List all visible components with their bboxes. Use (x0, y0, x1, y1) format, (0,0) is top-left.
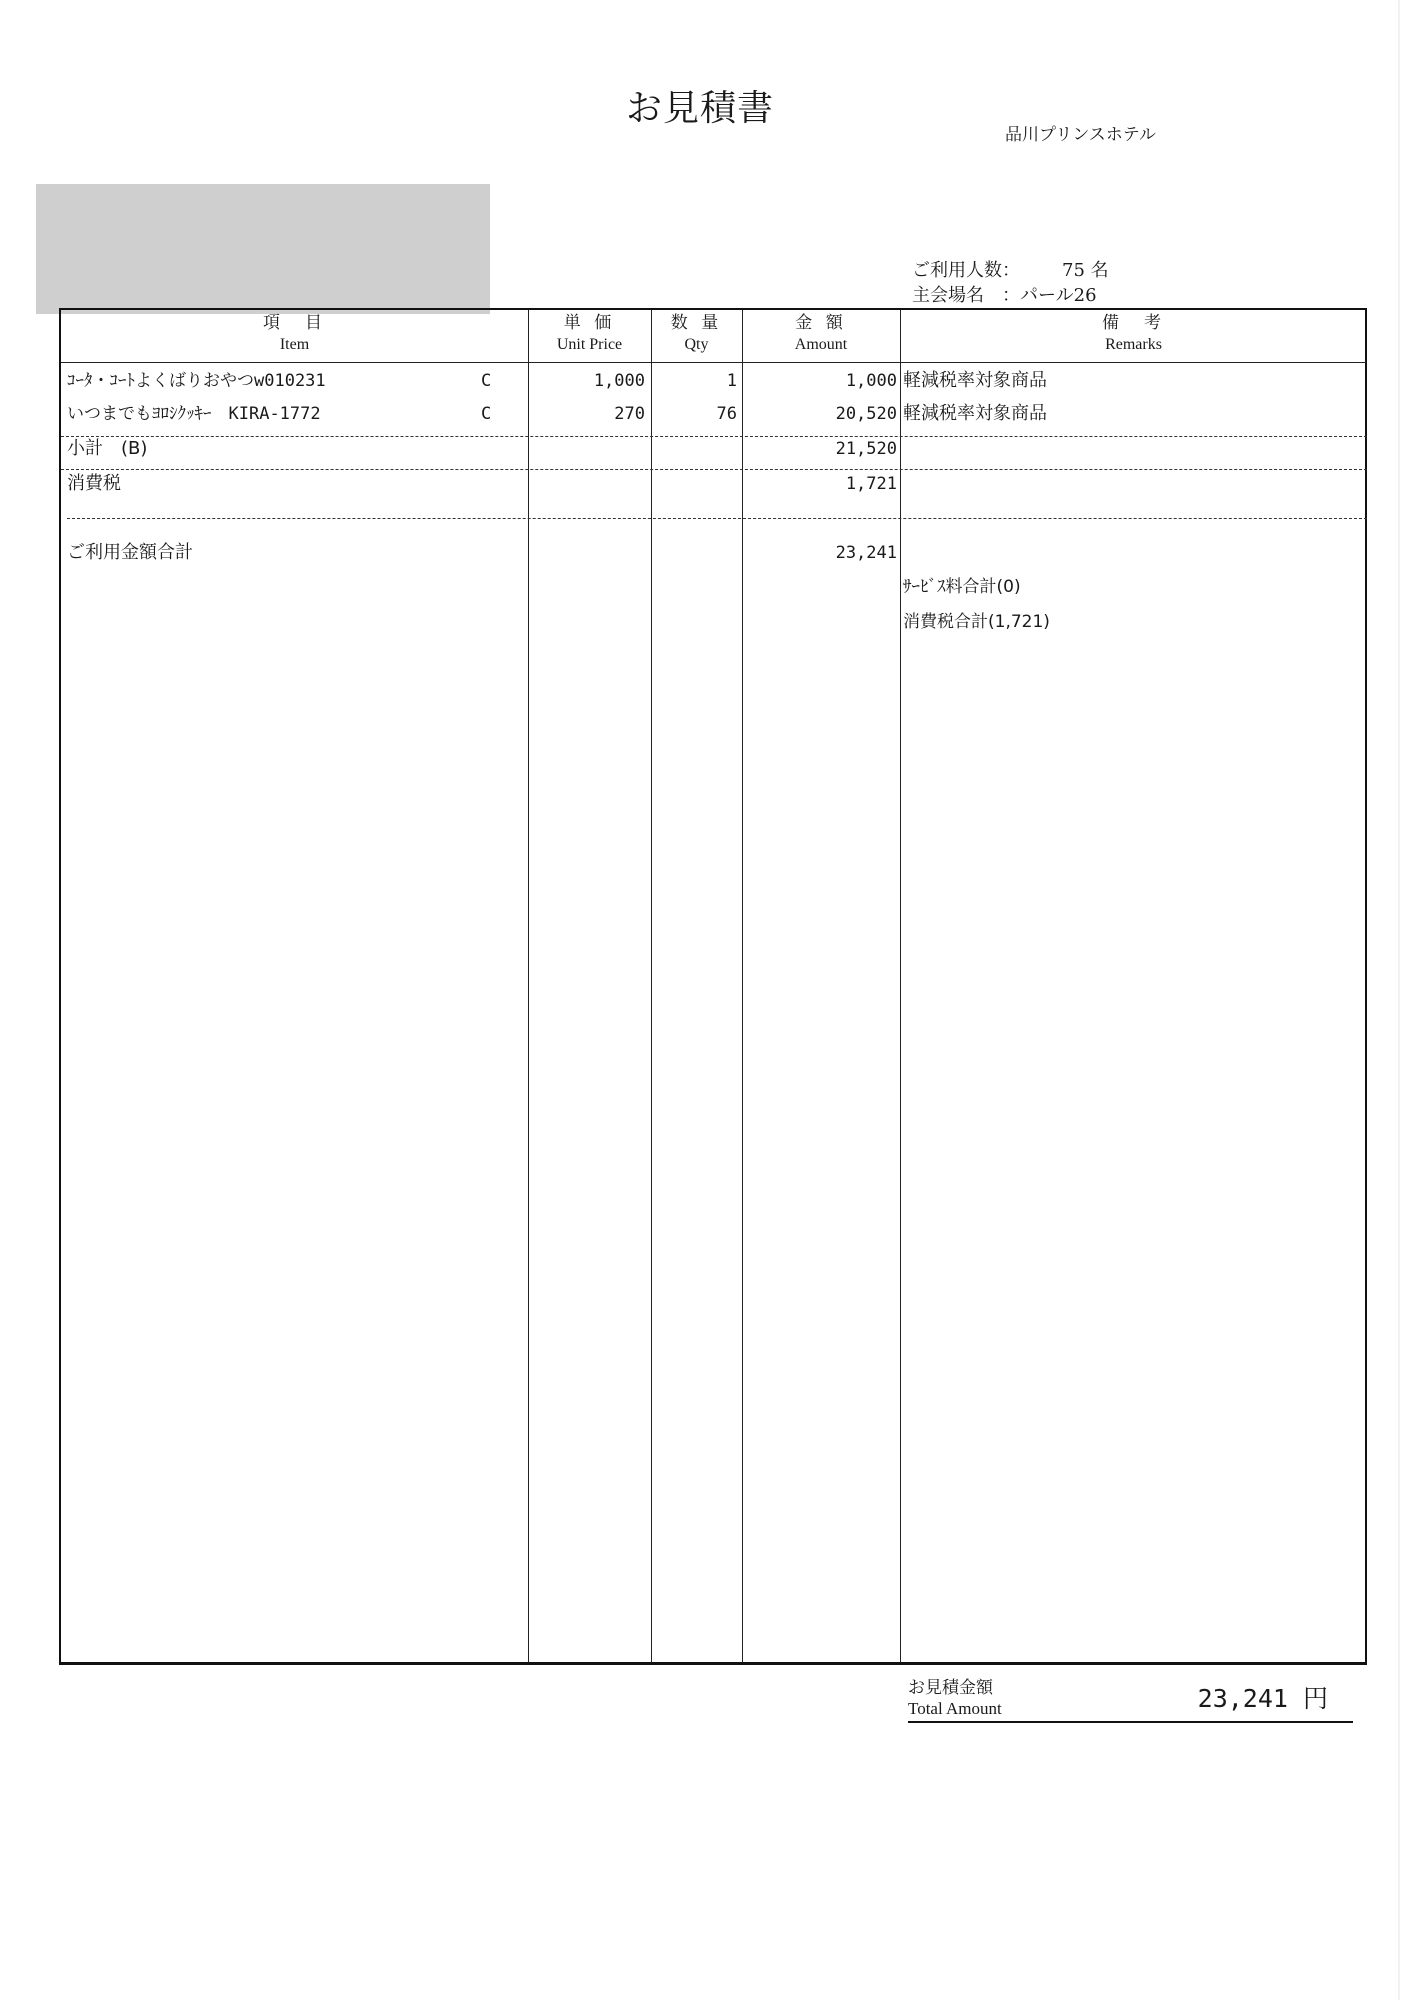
grand-total-label: ご利用金額合計 (67, 542, 193, 563)
redacted-block (36, 184, 490, 314)
dashed-divider (61, 436, 1367, 437)
guest-count (912, 256, 1109, 282)
total-value: 23,241 円 (1197, 1684, 1328, 1713)
header-qty: 数 量 Qty (670, 313, 723, 353)
row-item: いつまでもﾖﾛｼｸｯｷｰ KIRA-1772 (67, 404, 321, 424)
total-label-en: Total Amount (908, 1699, 1002, 1718)
document-title: お見積書 (625, 88, 774, 129)
row-remarks: 軽減税率対象商品 (903, 370, 1047, 391)
row-qty: 76 (716, 404, 737, 424)
row-code: C (481, 404, 492, 424)
guest-count-label: ご利用人数： (912, 260, 1020, 281)
row-qty: 1 (726, 371, 737, 391)
hotel-name: 品川プリンスホテル (1005, 125, 1156, 145)
dashed-divider (67, 518, 1367, 519)
subtotal-amount: 21,520 (835, 439, 897, 459)
tax-total-remark: 消費税合計(1,721) (903, 612, 1050, 632)
header-item: 項 目 Item (263, 313, 326, 353)
header-divider (61, 362, 1367, 363)
tax-amount: 1,721 (845, 474, 897, 494)
total-amount-box (908, 1671, 1353, 1723)
venue-value: パール26 (1020, 285, 1097, 306)
page-edge (1398, 0, 1400, 2000)
col-divider (528, 310, 529, 1662)
row-amount: 20,520 (835, 404, 897, 424)
header-remarks: 備 考 Remarks (1102, 313, 1165, 353)
grand-total-amount: 23,241 (835, 543, 897, 563)
service-charge-remark: ｻｰﾋﾞｽ料合計(0) (903, 577, 1021, 597)
header-amount: 金 額 Amount (794, 313, 848, 353)
row-item: ｺｰﾀ・ｺｰﾄよくばりおやつw010231 (67, 371, 326, 391)
col-divider (900, 310, 901, 1662)
total-label-jp: お見積金額 (908, 1678, 993, 1698)
guest-count-value: 75 名 (1062, 260, 1109, 281)
estimate-table (59, 308, 1367, 1665)
row-unit-price: 1,000 (593, 371, 645, 391)
venue-label: 主会場名 ： (912, 285, 1020, 306)
row-unit-price: 270 (614, 404, 645, 424)
header-unit-price: 単 価 Unit Price (556, 313, 623, 353)
venue (912, 281, 1097, 307)
tax-label: 消費税 (67, 473, 121, 494)
col-divider (651, 310, 652, 1662)
row-amount: 1,000 (845, 371, 897, 391)
dashed-divider (61, 469, 1367, 470)
row-code: C (481, 371, 492, 391)
col-divider (742, 310, 743, 1662)
subtotal-label: 小計 (B) (67, 438, 148, 459)
row-remarks: 軽減税率対象商品 (903, 403, 1047, 424)
